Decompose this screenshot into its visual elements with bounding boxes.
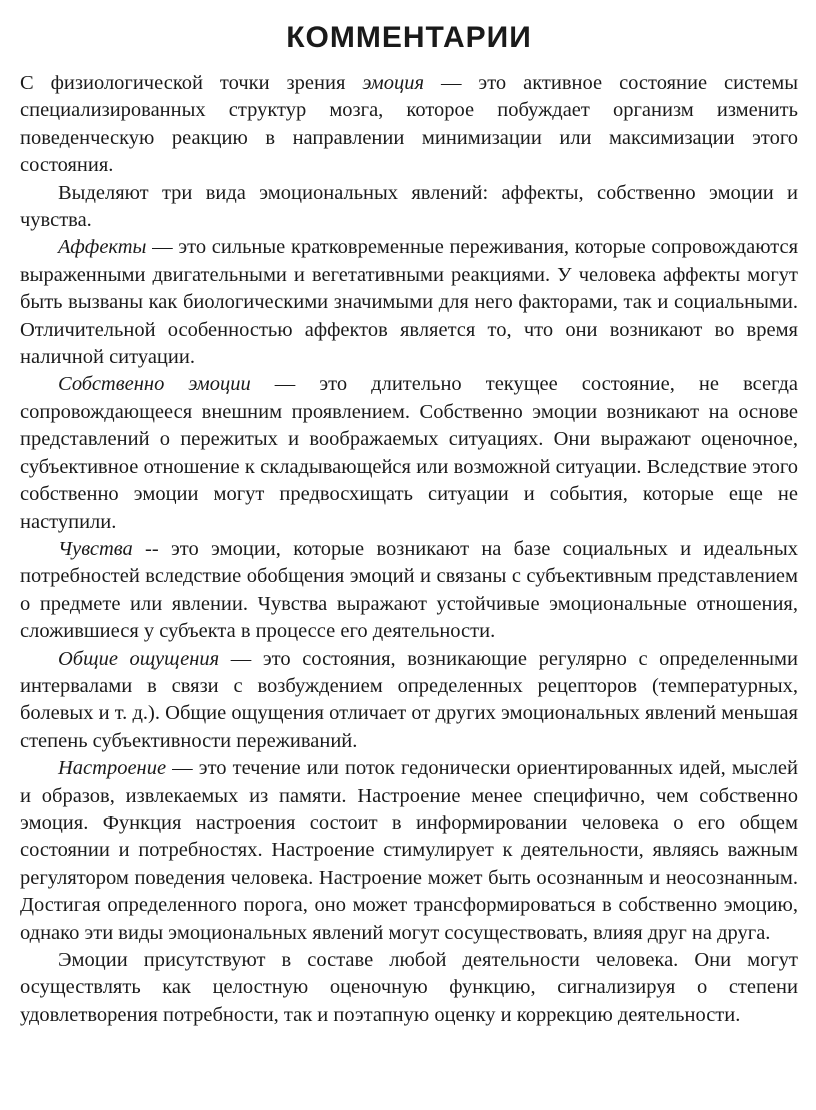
term-general-sensations: Общие ощущения — [58, 647, 220, 670]
paragraph-affects — [20, 234, 798, 371]
paragraph-types — [20, 180, 798, 235]
paragraph-text: — это сильные кратковременные переживания, которые сопровождаются выраженными двигательными и вегетативными реакциями. У человека аффекты могут быть вызваны как биологическими значимыми для него факторами, так и социальными. Отличительной особенностью аффектов является то, что они возникают во время наличной ситуации. — [20, 236, 798, 369]
paragraph-text: -- это эмоции, которые возникают на базе социальных и идеальных потребностей вследствие обобщения эмоций и связаны с субъективным представлением о предмете или явлении. Чувства выражают устойчивые эмоциональные отношения, сложившиеся у субъекта в процессе его деятельности. — [20, 537, 798, 643]
paragraph-conclusion — [20, 947, 798, 1029]
paragraph-text: — это состояния, возникающие регулярно с определенными интервалами в связи с возбуждением определенных рецепторов (температурных, болевых и т. д.). Общие ощущения отличает от других эмоциональных явлений меньшая степень субъективности переживаний. — [20, 647, 798, 752]
paragraph-mood — [20, 755, 798, 947]
term-emotions-proper: Собственно эмоции — [58, 373, 251, 396]
paragraph-text: — это активное состояние системы специализированных структур мозга, которое побуждает организм изменить поведенческую реакцию в направлении минимизации или максимизации этого состояния. — [20, 72, 798, 177]
term-emotion: эмоция — [362, 72, 424, 94]
paragraph-text: — это длительно текущее состояние, не всегда сопровождающееся внешним проявлением. Собственно эмоции возникают на основе представлений о пережитых и воображаемых ситуациях. Они выражают оценочное, субъективное отношение к складывающейся или возможной ситуации. Вследствие этого собственно эмоции могут предвосхищать ситуации и события, которые еще не наступили. — [20, 373, 798, 533]
paragraph-text: Выделяют три вида эмоциональных явлений: аффекты, собственно эмоции и чувства. — [20, 181, 798, 232]
paragraph-emotions-proper — [20, 371, 798, 535]
term-affects: Аффекты — [58, 236, 147, 259]
document-page — [20, 12, 798, 1029]
term-feelings: Чувства — [58, 537, 133, 560]
paragraph-text: — это течение или поток гедонически ориентированных идей, мыслей и образов, извлекаемых из памяти. Настроение менее специфично, чем собственно эмоция. Функция настроения состоит в информировании человека о его общем состоянии и потребностях. Настроение стимулирует к деятельности, являясь важным регулятором поведения человека. Настроение может быть осознанным и неосознанным. Достигая определенного порога, оно может трансформироваться в собственно эмоцию, однако эти виды эмоциональных явлений могут сосуществовать, влияя друг на друга. — [20, 757, 798, 944]
page-title: КОММЕНТАРИИ — [286, 21, 532, 54]
paragraph-general-sensations — [20, 646, 798, 756]
term-mood: Настроение — [58, 757, 167, 780]
paragraph-feelings — [20, 536, 798, 646]
paragraph-text: Эмоции присутствуют в составе любой деятельности человека. Они могут осуществлять как целостную оценочную функцию, сигнализируя о степени удовлетворения потребности, так и поэтапную оценку и коррекцию деятельности. — [20, 949, 798, 1026]
paragraph-text: С физиологической точки зрения — [20, 72, 363, 94]
paragraph-emotion-definition — [20, 70, 798, 180]
